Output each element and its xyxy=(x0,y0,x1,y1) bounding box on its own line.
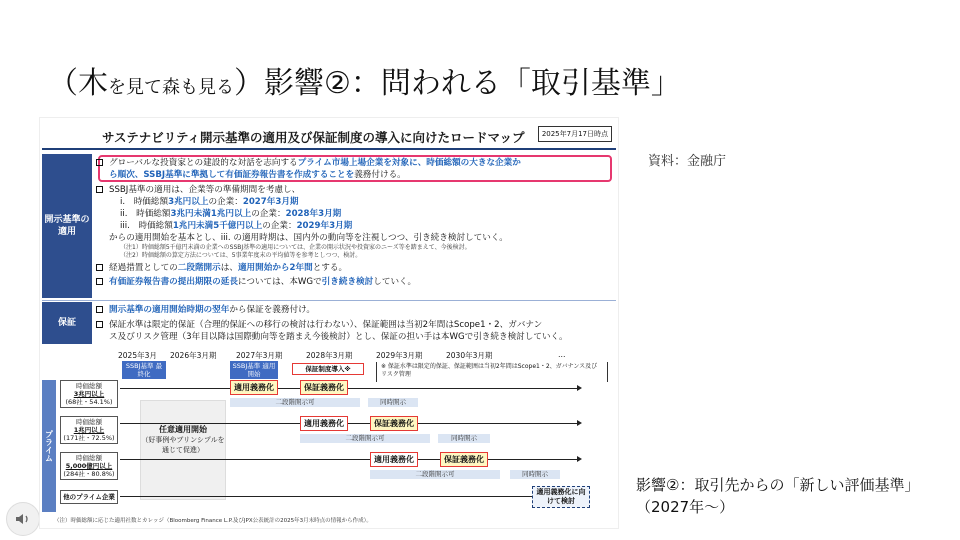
disclosure-tail: からの適用開始を基本とし、iii. の適用時期は、国内外の動向等を注視しつつ、引き続き検討していく。 xyxy=(109,233,508,243)
voluntary-adoption-box: 任意適用開始 （好事例やブリンシプルを通じて促進） xyxy=(140,400,226,500)
doc-footnote: （注）時価総額に応じた適用社数とカレッジ（Bloomberg Finance L.P.及びJPX公表統計の2025年3月末時点の情報から作成）。 xyxy=(54,518,372,524)
apply-mandatory-tag: 適用義務化 xyxy=(230,380,278,395)
simultaneous-bar: 同時開示 xyxy=(368,398,418,407)
ssbj-apply-tag: SSBJ基準 適用開始 xyxy=(230,361,278,379)
tier-line: ii. 時価総額3兆円未満1兆円以上の企業：2028年3月期 xyxy=(120,209,342,219)
disclosure-item: 経過措置としての二段階開示は、適用開始から2年間とする。 xyxy=(96,262,614,274)
speaker-icon[interactable] xyxy=(6,502,40,536)
year-label: 2026年3月期 xyxy=(170,351,217,360)
future-consideration-tag: 適用義務化に向けて検討 xyxy=(532,486,590,508)
two-stage-bar: 二段階開示可 xyxy=(300,434,430,443)
year-label: 2030年3月期 xyxy=(446,351,493,360)
assurance-item: 開示基準の適用開始時期の翌年から保証を義務付け。 xyxy=(96,304,614,316)
disclosure-item-cont: ら順次、SSBJ基準に準拠して有価証券報告書を作成することを義務付ける。 xyxy=(109,170,406,180)
title-part: ）影響②：問われる「取引基準」 xyxy=(234,66,681,101)
prime-label: プライム xyxy=(42,380,56,512)
assurance-intro-tag: 保証制度導入※ xyxy=(292,363,364,375)
timeline-arrow xyxy=(120,459,580,460)
disclosure-content xyxy=(96,157,614,288)
roadmap-document xyxy=(40,118,618,528)
disclosure-label: 開示基準の適用 xyxy=(42,154,92,298)
assurance-label: 保証 xyxy=(42,302,92,344)
assurance-content xyxy=(96,304,614,343)
tier-500billion: 時価総額 5,000億円以上 (284社・80.8%) xyxy=(60,452,118,480)
year-label: … xyxy=(558,350,566,359)
assurance-mandatory-tag: 保証義務化 xyxy=(370,416,418,431)
apply-mandatory-tag: 適用義務化 xyxy=(370,452,418,467)
title-part: （木 xyxy=(48,66,108,101)
ssbj-final-tag: SSBJ基準 最終化 xyxy=(122,361,166,379)
assurance-mandatory-tag: 保証義務化 xyxy=(300,380,348,395)
year-label: 2025年3月 xyxy=(118,351,157,360)
timeline-arrow xyxy=(120,388,580,389)
assurance-item-cont: ス及びリスク管理（3年目以降は国際動向等を踏まえ今後検討）とし、保証の担い手は本WGで引き続き検討していく。 xyxy=(109,332,568,342)
disclosure-item: グローバルな投資家との建設的な対話を志向するプライム市場上場企業を対象に、時価総額の大きな企業か xyxy=(96,157,614,169)
doc-title: サステナビリティ開示基準の適用及び保証制度の導入に向けたロードマップ xyxy=(102,130,525,145)
two-stage-bar: 二段階開示可 xyxy=(230,398,360,407)
apply-mandatory-tag: 適用義務化 xyxy=(300,416,348,431)
timeline-note: ※ 保証水準は限定的保証、保証範囲は当初2年間はScope1・2、ガバナンス及びリスク管理 xyxy=(376,362,608,382)
timeline-arrow xyxy=(120,423,580,424)
year-label: 2029年3月期 xyxy=(376,351,423,360)
source-note: 資料：金融庁 xyxy=(648,154,727,169)
disclosure-item: SSBJ基準の適用は、企業等の準備期間を考慮し、 xyxy=(96,184,614,196)
two-stage-bar: 二段階開示可 xyxy=(370,470,500,479)
simultaneous-bar: 同時開示 xyxy=(438,434,490,443)
section-divider xyxy=(42,300,616,301)
assurance-mandatory-tag: 保証義務化 xyxy=(440,452,488,467)
tier-line: i. 時価総額3兆円以上の企業：2027年3月期 xyxy=(120,197,299,207)
disclosure-item: 有価証券報告書の提出期限の延長については、本WGで引き続き検討していく。 xyxy=(96,276,614,288)
doc-date: 2025年7月17日時点 xyxy=(538,126,612,142)
tier-3trillion: 時価総額 3兆円以上 (68社・54.1%) xyxy=(60,380,118,408)
simultaneous-bar: 同時開示 xyxy=(510,470,560,479)
title-rule xyxy=(42,148,616,150)
tier-other-prime: 他のプライム企業 xyxy=(60,490,118,504)
year-label: 2027年3月期 xyxy=(236,351,283,360)
timeline-arrow xyxy=(120,496,580,497)
slide-title xyxy=(48,58,681,102)
tier-line: iii. 時価総額1兆円未満5千億円以上の企業：2029年3月期 xyxy=(120,221,353,231)
tier-1trillion: 時価総額 1兆円以上 (171社・72.5%) xyxy=(60,416,118,444)
note-1: （注1）時価総額5千億円未満の企業へのSSBJ基準の適用については、企業の開示状況や投資家のニーズ等を踏まえて、今後検討。 xyxy=(120,244,471,251)
year-label: 2028年3月期 xyxy=(306,351,353,360)
note-2: （注2）時価総額の算定方法については、5事業年度末の平均値等を参考としつつ、検討。 xyxy=(120,252,362,259)
assurance-item: 保証水準は限定的保証（合理的保証への移行の検討は行わない）、保証範囲は当初2年間はScope1・2、ガバナン xyxy=(96,319,614,331)
title-part-small: を見て森も見る xyxy=(108,77,234,98)
impact-note: 影響②：取引先からの「新しい評価基準」（2027年〜） xyxy=(636,476,920,516)
